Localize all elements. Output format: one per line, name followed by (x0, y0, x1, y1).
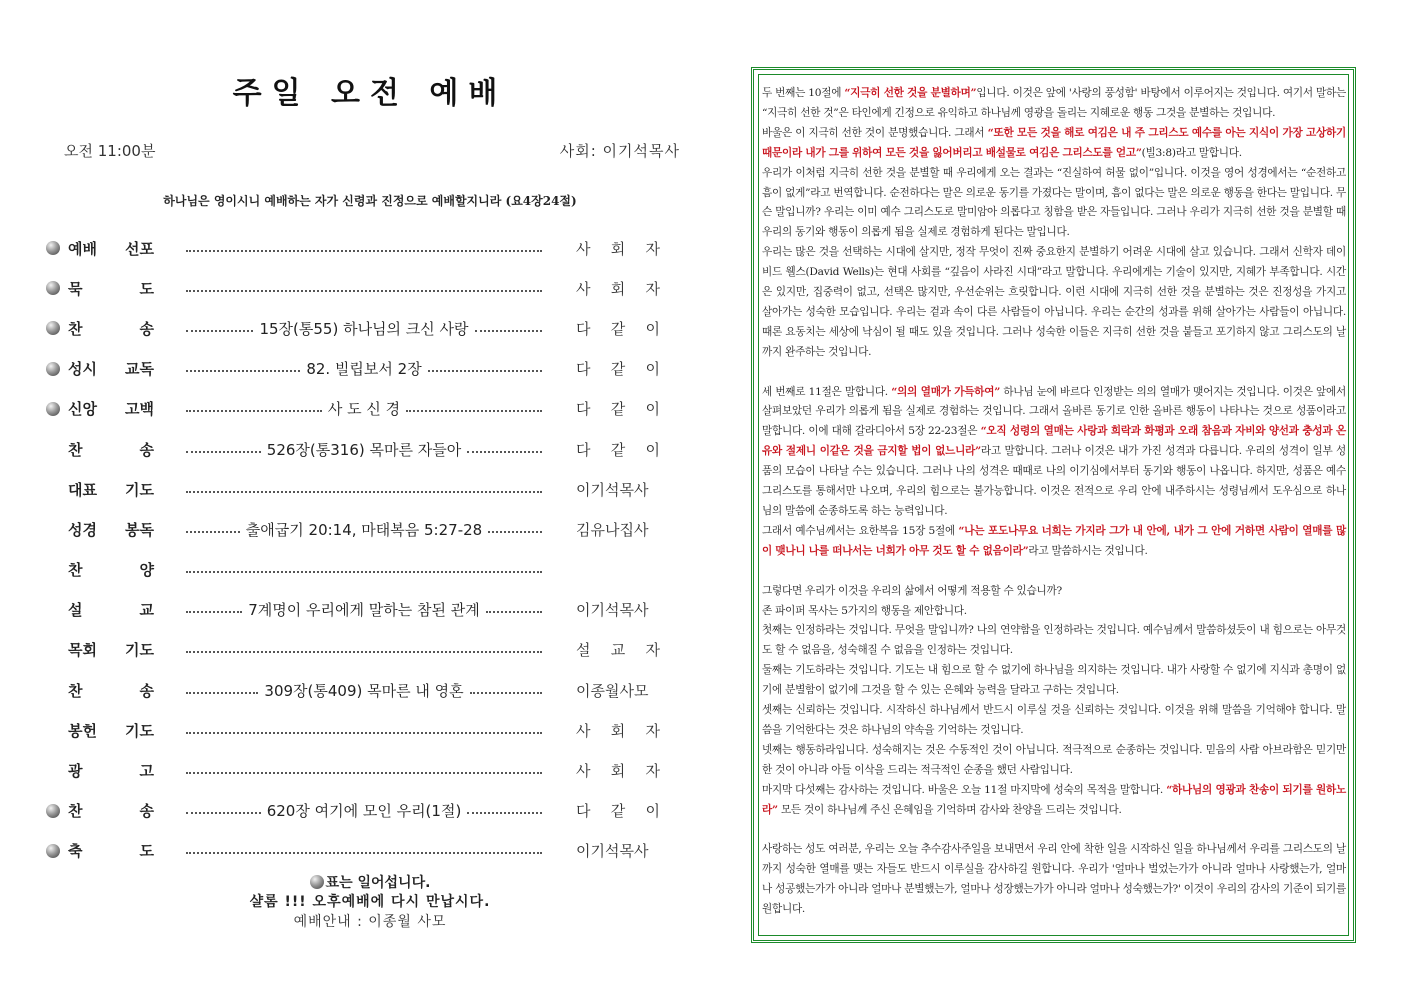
sermon-paragraph (762, 164, 1346, 244)
paragraph-gap (762, 363, 1346, 383)
leader-text: 이 (645, 400, 660, 419)
leader-dots (475, 329, 542, 332)
sermon-paragraph (762, 701, 1346, 741)
order-item-word: 도 (139, 279, 154, 298)
sermon-paragraph (762, 741, 1346, 781)
order-item-leader (576, 398, 660, 419)
order-row (46, 630, 706, 670)
order-item-detail (186, 509, 542, 549)
order-item-leader (576, 599, 660, 620)
standing-bullet-icon (46, 362, 60, 376)
order-item-leader (576, 358, 660, 379)
order-row (46, 791, 706, 831)
leader-dots (486, 610, 542, 613)
sermon-text-run: 마지막 다섯째는 감사하는 것입니다. 바울은 오늘 11절 마지막에 성숙의 목적을 말합니다. (762, 783, 1167, 796)
leader-text: 이기석목사 (576, 480, 649, 499)
leader-dots (470, 691, 542, 694)
order-row (46, 509, 706, 549)
order-item-name (68, 479, 154, 500)
order-row (46, 750, 706, 790)
leader-text: 다 (576, 440, 591, 459)
order-item-content: 15장(통55) 하나님의 크신 사랑 (259, 319, 469, 338)
leader-text: 이기석목사 (576, 842, 649, 861)
leader-dots (406, 409, 542, 412)
standing-bullet-icon (46, 804, 60, 818)
order-row (46, 308, 706, 348)
order-item-name (68, 238, 154, 259)
order-item-word: 교 (139, 601, 154, 620)
order-item-name (68, 639, 154, 660)
leader-text: 자 (645, 641, 660, 660)
sermon-text-run: 모든 것이 하나님께 주신 은혜임을 기억하며 감사와 찬양을 드리는 것입니다. (777, 803, 1122, 816)
order-list (46, 228, 706, 871)
leader-text: 다 (576, 400, 591, 419)
order-item-word: 송 (139, 319, 154, 338)
standing-bullet-icon (46, 241, 60, 255)
leader-text: 같 (610, 400, 626, 419)
service-host: 사회: 이기석목사 (559, 142, 680, 160)
leader-text: 설 (576, 641, 591, 660)
order-item-detail (186, 349, 542, 389)
leader-text: 자 (645, 279, 660, 298)
sermon-paragraph (762, 243, 1346, 362)
order-item-detail (186, 670, 542, 710)
order-item-word: 기도 (125, 721, 154, 740)
leader-text: 이 (645, 802, 660, 821)
order-row (46, 389, 706, 429)
order-item-word: 광 (68, 762, 83, 781)
paragraph-gap (762, 562, 1346, 582)
order-item-detail (186, 268, 542, 308)
sermon-text-run: 그래서 예수님께서는 요한복음 15장 5절에 (762, 524, 959, 537)
leader-text: 같 (610, 319, 626, 338)
leader-dots (186, 249, 542, 252)
order-item-detail (186, 550, 542, 590)
order-item-word: 고 (139, 762, 154, 781)
leader-dots (186, 329, 253, 332)
leader-dots (186, 691, 258, 694)
stand-note (40, 872, 700, 892)
order-item-detail (186, 831, 542, 871)
order-item-name (68, 318, 154, 339)
order-item-word: 송 (139, 802, 154, 821)
order-item-leader (576, 439, 660, 460)
leader-dots (186, 530, 240, 533)
order-item-word: 송 (139, 681, 154, 700)
sermon-paragraph (762, 522, 1346, 562)
order-of-service-page (40, 60, 680, 960)
leader-text: 이기석목사 (576, 601, 649, 620)
sermon-text-run: 넷째는 행동하라입니다. 성숙해지는 것은 수동적인 것이 아닙니다. 적극적으로 순종하는 것입니다. 믿음의 사람 아브라함은 믿기만 한 것이 아니라 아들 이삭을 드리는 적극적인 순종을 했던 사람입니다. (762, 743, 1346, 776)
order-item-word: 축 (68, 842, 83, 861)
scripture-quote: “의의 열매가 가득하여” (891, 385, 1001, 398)
order-row (46, 590, 706, 630)
order-item-detail (186, 590, 542, 630)
leader-dots (186, 570, 542, 573)
order-item-word: 찬 (68, 319, 83, 338)
leader-dots (186, 771, 542, 774)
order-item-word: 양 (139, 561, 154, 580)
leader-text: 교 (610, 641, 626, 660)
order-item-name (68, 720, 154, 741)
stand-bullet-icon (310, 875, 324, 889)
page-title: 주일 오전 예배 (232, 76, 508, 111)
order-item-detail (186, 389, 542, 429)
leader-dots (428, 369, 542, 372)
order-item-content: 7계명이 우리에게 말하는 참된 관계 (248, 601, 480, 620)
order-item-name (68, 599, 154, 620)
leader-dots (186, 490, 542, 493)
order-item-word: 선포 (125, 239, 154, 258)
order-item-name (68, 760, 154, 781)
order-item-leader (576, 760, 660, 781)
sermon-text (762, 84, 1346, 920)
leader-text: 같 (610, 802, 626, 821)
theme-verse: 하나님은 영이시니 예배하는 자가 신령과 진정으로 예배할지니라 (요4장24절) (163, 194, 577, 208)
leader-text: 자 (645, 239, 660, 258)
leader-text: 같 (610, 360, 626, 379)
standing-bullet-icon (46, 844, 60, 858)
scripture-quote: “또한 모든 것을 해로 여김은 내 주 그리스도 예수를 아는 지식이 가장 고상하기 때문이라 내가 그를 위하여 모든 것을 잃어버리고 배설물로 여김은 그리스도를 얻고” (762, 126, 1346, 159)
scripture-quote: “나는 포도나무요 너희는 가지라 그가 내 안에, 내가 그 안에 거하면 사람이 열매를 많이 맺나니 나를 떠나서는 너희가 아무 것도 할 수 없음이라” (762, 524, 1347, 557)
order-item-leader (576, 278, 660, 299)
order-item-leader (576, 479, 660, 500)
order-item-content: 출애굽기 20:14, 마태복음 5:27-28 (245, 520, 483, 539)
leader-text: 김유나집사 (576, 520, 649, 539)
scripture-quote: “지극히 선한 것을 분별하며” (844, 87, 977, 99)
greeting: 샬롬 !!! 오후예배에 다시 만납시다. (249, 894, 491, 910)
sermon-text-run: 라고 말씀하시는 것입니다. (1028, 544, 1148, 557)
order-item-name (68, 800, 154, 821)
order-item-word: 신앙 (68, 400, 97, 419)
order-item-leader (576, 840, 660, 861)
leader-text: 회 (610, 721, 626, 740)
order-row (46, 831, 706, 871)
sermon-text-run: 라고 말합니다. 그러나 이것은 내가 가진 성격과 다릅니다. 우리의 성격이 일부 성품의 모습이 나타날 수는 있습니다. 그러나 나의 성격은 때때로 나의 이기심에서부터 동기와 행동이 나옵니다. 하지만, 성품은 예수 그리스도를 통해서만 나오며, 우리의 힘으로는 불가능합니다. 이것은 전적으로 우리 안에 내주하시는 성령님께서 도우심으로 하나님의 말씀에 순종하도록 하는 능력입니다. (762, 445, 1346, 518)
leader-text: 자 (645, 762, 660, 781)
leader-dots (186, 811, 261, 814)
leader-text: 이 (645, 360, 660, 379)
order-item-name (68, 358, 154, 379)
sermon-paragraph (762, 582, 1346, 602)
order-item-word: 대표 (68, 480, 97, 499)
order-item-detail (186, 469, 542, 509)
leader-text: 이종월사모 (576, 681, 649, 700)
leader-text: 사 (576, 721, 591, 740)
sermon-paragraph (762, 383, 1346, 522)
leader-text: 같 (610, 440, 626, 459)
standing-bullet-icon (46, 281, 60, 295)
order-item-word: 기도 (125, 641, 154, 660)
order-item-content: 526장(통316) 목마른 자들아 (266, 440, 462, 459)
order-item-word: 설 (68, 601, 83, 620)
order-item-word: 찬 (68, 681, 83, 700)
leader-dots (186, 450, 261, 453)
leader-dots (467, 811, 542, 814)
scripture-quote: “하나님의 영광과 찬송이 되기를 원하노라” (762, 783, 1346, 816)
order-item-detail (186, 710, 542, 750)
sermon-text-run: 사랑하는 성도 여러분, 우리는 오늘 추수감사주일을 보내면서 우리 안에 착한 일을 시작하신 일을 하나님께서 우리를 그리스도의 날까지 성숙한 열매를 맺는 자들도 반드시 이루실을 감사하길 원합니다. 우리가 '얼마나 벌었는가가 아니라 얼마나 사랑했는가, 얼마나 성공했는가가 아니라 얼마나 분별했는가, 얼마나 성장했는가가 아니라 얼마나 성숙했는가?' 이것이 우리의 감사의 기준이 되기를 원합니다. (762, 843, 1346, 916)
sermon-text-run: 둘째는 기도하라는 것입니다. 기도는 내 힘으로 할 수 없기에 하나님을 의지하는 것입니다. 내가 사랑할 수 없기에 지식과 총명이 없기에 분별함이 없기에 그것을 할 수 있는 은혜와 능력을 달라고 구하는 것입니다. (762, 664, 1346, 697)
order-item-word: 도 (139, 842, 154, 861)
leader-text: 다 (576, 319, 591, 338)
sermon-text-run: 첫째는 인정하라는 것입니다. 무엇을 말입니까? 나의 연약함을 인정하라는 것입니다. 예수님께서 말씀하셨듯이 내 힘으로는 아무것도 할 수 없음을, 성숙해질 수 없음을 인정하는 것입니다. (762, 624, 1346, 657)
leader-text: 다 (576, 360, 591, 379)
order-item-word: 봉독 (125, 520, 154, 539)
order-item-name (68, 439, 154, 460)
leader-text: 회 (610, 239, 626, 258)
leader-dots (186, 409, 322, 412)
scripture-quote: “오직 성령의 열매는 사랑과 희락과 화평과 오래 참음과 자비와 양선과 충성과 온유와 절제니 이같은 것을 금지할 법이 없느니라” (762, 425, 1347, 458)
order-item-leader (576, 318, 660, 339)
order-item-name (68, 398, 154, 419)
leader-text: 사 (576, 279, 591, 298)
order-item-word: 봉헌 (68, 721, 97, 740)
order-item-word: 찬 (68, 561, 83, 580)
sermon-text-run: (빌3:8)라고 말합니다. (1141, 146, 1242, 159)
sermon-paragraph (762, 781, 1346, 821)
service-time: 오전 11:00분 (64, 142, 156, 160)
order-row (46, 710, 706, 750)
order-item-leader (576, 680, 660, 701)
leader-dots (186, 650, 542, 653)
leader-dots (186, 289, 542, 292)
order-item-word: 송 (139, 440, 154, 459)
order-item-leader (576, 639, 660, 660)
order-item-leader (576, 519, 660, 540)
order-item-word: 기도 (125, 480, 154, 499)
leader-dots (186, 851, 542, 854)
leader-text: 자 (645, 721, 660, 740)
leader-text: 사 (576, 239, 591, 258)
order-item-detail (186, 791, 542, 831)
sermon-text-run: 그렇다면 우리가 이것을 우리의 삶에서 어떻게 적용할 수 있습니까? (762, 584, 1062, 597)
order-item-name (68, 278, 154, 299)
sermon-paragraph (762, 621, 1346, 661)
order-item-detail (186, 429, 542, 469)
standing-bullet-icon (46, 321, 60, 335)
order-row (46, 228, 706, 268)
order-row (46, 349, 706, 389)
order-item-detail (186, 228, 542, 268)
leader-dots (186, 731, 542, 734)
order-item-word: 찬 (68, 440, 83, 459)
paragraph-gap (762, 821, 1346, 841)
sermon-paragraph (762, 661, 1346, 701)
order-item-leader (576, 720, 660, 741)
leader-dots (186, 369, 300, 372)
order-item-word: 성경 (68, 520, 97, 539)
order-item-word: 목회 (68, 641, 97, 660)
sermon-paragraph (762, 124, 1346, 164)
order-item-word: 예배 (68, 239, 97, 258)
leader-text: 회 (610, 762, 626, 781)
leader-dots (467, 450, 542, 453)
order-row (46, 469, 706, 509)
sermon-text-run: 셋째는 신뢰하는 것입니다. 시작하신 하나님께서 반드시 이루실 것을 신뢰하는 것입니다. 이것을 위해 말씀을 기억해야 합니다. 말씀을 기억한다는 것은 하나님의 약속을 기억하는 것입니다. (762, 704, 1346, 736)
order-item-name (68, 680, 154, 701)
sermon-text-run: 입니다. 이것은 앞에 '사랑의 풍성함' 바탕에서 이루어지는 것입니다. 여기서 말하는 “지극히 선한 것”은 타인에게 긴정으로 유익하고 하나님께 영광을 돌리는 지혜로운 행동 그것을 분별하는 것입니다. (762, 87, 1346, 119)
sermon-paragraph (762, 84, 1346, 124)
sermon-text-run: 존 파이퍼 목사는 5가지의 행동을 제안합니다. (762, 604, 967, 617)
order-item-detail (186, 308, 542, 348)
order-item-leader (576, 238, 660, 259)
leader-dots (186, 610, 242, 613)
order-item-name (68, 840, 154, 861)
leader-text: 다 (576, 802, 591, 821)
sermon-paragraph (762, 602, 1346, 622)
order-item-content: 309장(통409) 목마른 내 영혼 (264, 681, 464, 700)
order-item-name (68, 559, 154, 580)
leader-text: 이 (645, 440, 660, 459)
leader-text: 회 (610, 279, 626, 298)
order-item-word: 고백 (125, 400, 154, 419)
order-item-word: 성시 (68, 360, 97, 379)
order-item-name (68, 519, 154, 540)
sermon-text-run: 세 번째로 11절은 말합니다. (762, 385, 892, 398)
sermon-frame (751, 67, 1356, 943)
order-item-word: 묵 (68, 279, 83, 298)
order-item-detail (186, 750, 542, 790)
order-item-content: 82. 빌립보서 2장 (306, 360, 422, 379)
stand-note-text: 표는 일어섭니다. (325, 875, 431, 891)
order-row (46, 429, 706, 469)
leader-text: 이 (645, 319, 660, 338)
leader-text: 사 (576, 762, 591, 781)
order-item-content: 620장 여기에 모인 우리(1절) (266, 802, 462, 821)
sermon-paragraph (762, 840, 1346, 920)
sermon-text-run: 바울은 이 지극히 선한 것이 분명했습니다. 그래서 (762, 126, 988, 139)
order-item-word: 교독 (125, 360, 154, 379)
service-guide: 예배안내 : 이종월 사모 (293, 914, 447, 930)
leader-dots (488, 530, 542, 533)
sermon-text-run: 우리는 많은 것을 선택하는 시대에 살지만, 정작 무엇이 진짜 중요한지 분별하기 어려운 시대에 살고 있습니다. 그래서 신학자 데이비드 웰스(David Wells)는 현대 사회를 “깊음이 사라진 시대”라고 말합니다. 우리에게는 기술이 있지만, 지혜가 부족합니다. 시간은 있지만, 집중력이 없고, 선택은 많지만, 우선순위는 흐릿합니다. 이런 시대에 지극히 선한 것을 분별하는 것은 진정성을 가지고 살아가는 성숙한 모습입니다. 우리는 겉과 속이 다른 사람들이 아닙니다. 우리는 순간의 성과를 위해 살아가는 사람들이 아닙니다. 때론 요동치는 세상에 낙심이 될 때도 있을 것입니다. 그러나 성숙한 이들은 지극히 선한 것을 붙들고 포기하지 않고 그리스도의 날까지 완주하는 것입니다. (762, 246, 1346, 358)
order-row (46, 268, 706, 308)
standing-bullet-icon (46, 402, 60, 416)
order-row (46, 550, 706, 590)
sermon-text-run: 우리가 이처럼 지극히 선한 것을 분별할 때 우리에게 오는 결과는 “진실하여 허물 없이”입니다. 이것을 영어 성경에서는 “순전하고 흠이 없게”라고 번역합니다. 순전하다는 말은 의로운 동기를 가졌다는 말이며, 흠이 없다는 말은 의로운 행동을 한다는 말입니다. 무슨 말입니까? 우리는 이미 예수 그리스도로 말미암아 의롭다고 칭함을 받은 자들입니다. 그러나 우리가 지극히 선한 것을 분별할 때 우리의 동기와 행동이 의롭게 됨을 실제로 경험하게 된다는 말입니다. (762, 166, 1346, 239)
sermon-text-run: 두 번째는 10절에 (762, 87, 845, 99)
order-item-word: 찬 (68, 802, 83, 821)
order-item-content: 사 도 신 경 (327, 400, 401, 419)
order-item-detail (186, 630, 542, 670)
order-item-leader (576, 800, 660, 821)
order-row (46, 670, 706, 710)
sermon-text-run: 하나님 눈에 바르다 인정받는 의의 열매가 맺어지는 것입니다. 이것은 앞에서 살펴보았던 우리가 의롭게 됨을 실제로 경험하는 것입니다. 그래서 올바른 동기로 인한 올바른 행동이 나타나는 것으로 성품이라고 말합니다. 이에 대해 갈라디아서 5장 22-23절은 (762, 385, 1346, 438)
